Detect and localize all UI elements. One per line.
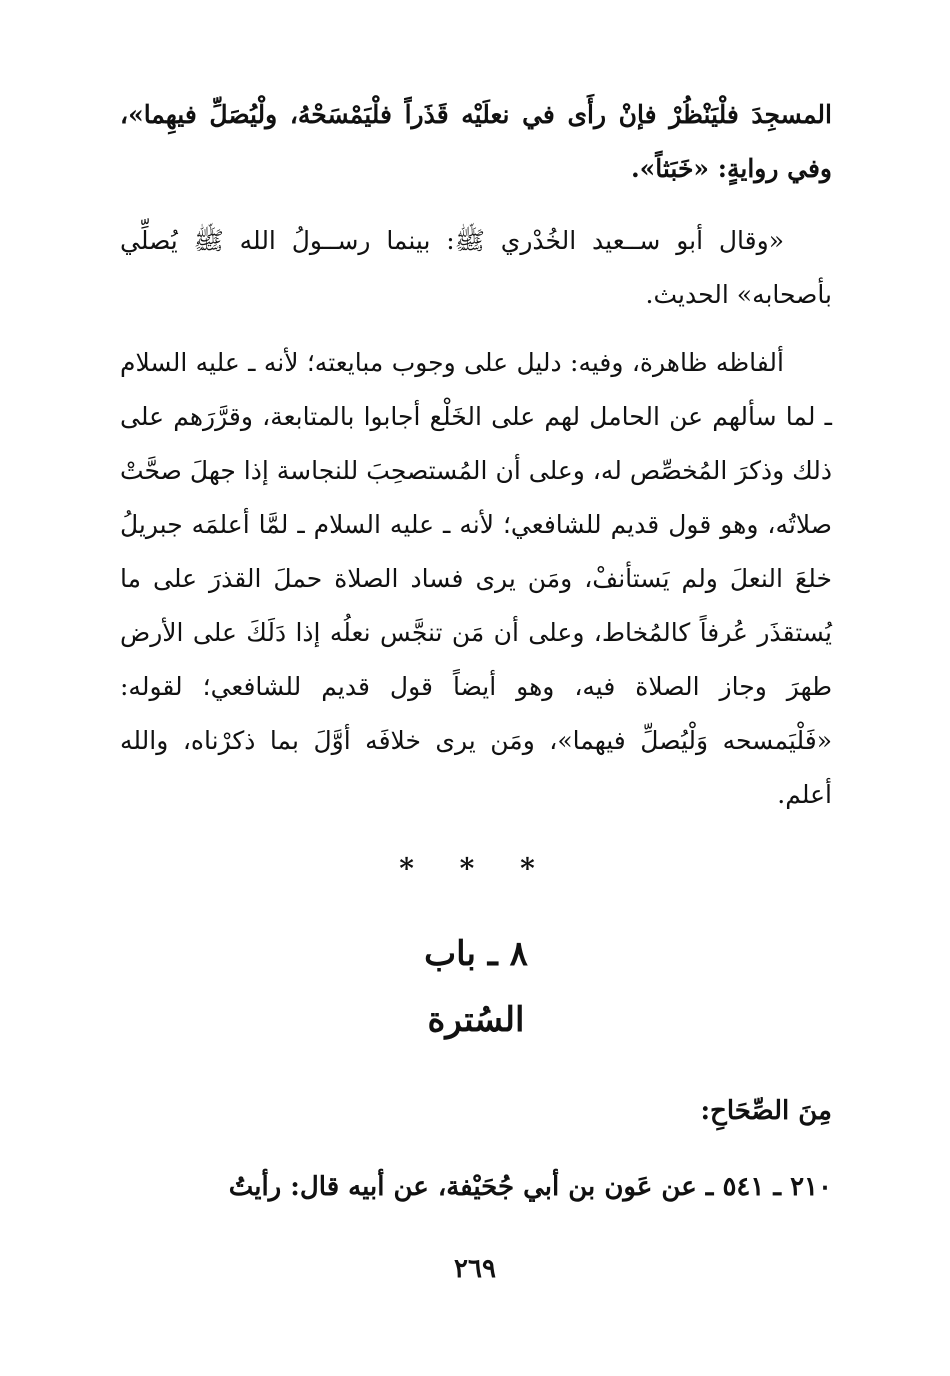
hadith-opening-line: ٢١٠ ـ ٥٤١ ـ عن عَون بن أبي جُحَيْفة، عن أبيه قال: رأيتُ <box>228 1172 832 1202</box>
page-number: ٢٦٩ <box>454 1254 496 1284</box>
paragraph-hadith-continuation: المسجِدَ فلْيَنْظُرْ فإنْ رأَى في نعلَيْه قَذَراً فلْيَمْسَحْهُ، ولْيُصَلِّ فيهِما»، وفي روايةٍ: «خَبَثاً». <box>120 100 832 183</box>
page-body <box>120 88 832 1336</box>
section-separator: * * * <box>399 852 553 885</box>
chapter-title: السُترة <box>427 1000 525 1040</box>
chapter-number: ٨ ـ باب <box>424 934 528 974</box>
paragraph-abu-said-quote: «وقال أبو ســعيد الخُدْري ﷺ: بينما رســولُ الله ﷺ يُصلِّي بأصحابه» الحديث. <box>120 226 832 309</box>
paragraph-commentary: ألفاظه ظاهرة، وفيه: دليل على وجوب مبايعته؛ لأنه ـ عليه السلام ـ لما سألهم عن الحامل لهم على الخَلْع أجابوا بالمتابعة، وقرَّرَهم على ذلك وذكرَ المُخصِّص له، وعلى أن المُستصحِبَ للنجاسة إذا جهلَ صحَّتْ صلاتُه، وهو قول قديم للشافعي؛ لأنه ـ عليه السلام ـ لمَّا أعلمَه جبريلُ خلعَ النعلَ ولم يَستأنفْ، ومَن يرى فساد الصلاة حملَ القذرَ على ما يُستقذَر عُرفاً كالمُخاط، وعلى أن مَن تنجَّس نعلُه إذا دَلَكَ على الأرض طهرَ وجاز الصلاة فيه، وهو أيضاً قول قديم للشافعي؛ لقوله: «فَلْيَمسحه وَلْيُصلِّ فيهما»، ومَن يرى خلافَه أوَّلَ بما ذكرْناه، والله أعلم. <box>120 348 832 809</box>
section-subheading: مِنَ الصِّحَاحِ: <box>700 1096 832 1126</box>
